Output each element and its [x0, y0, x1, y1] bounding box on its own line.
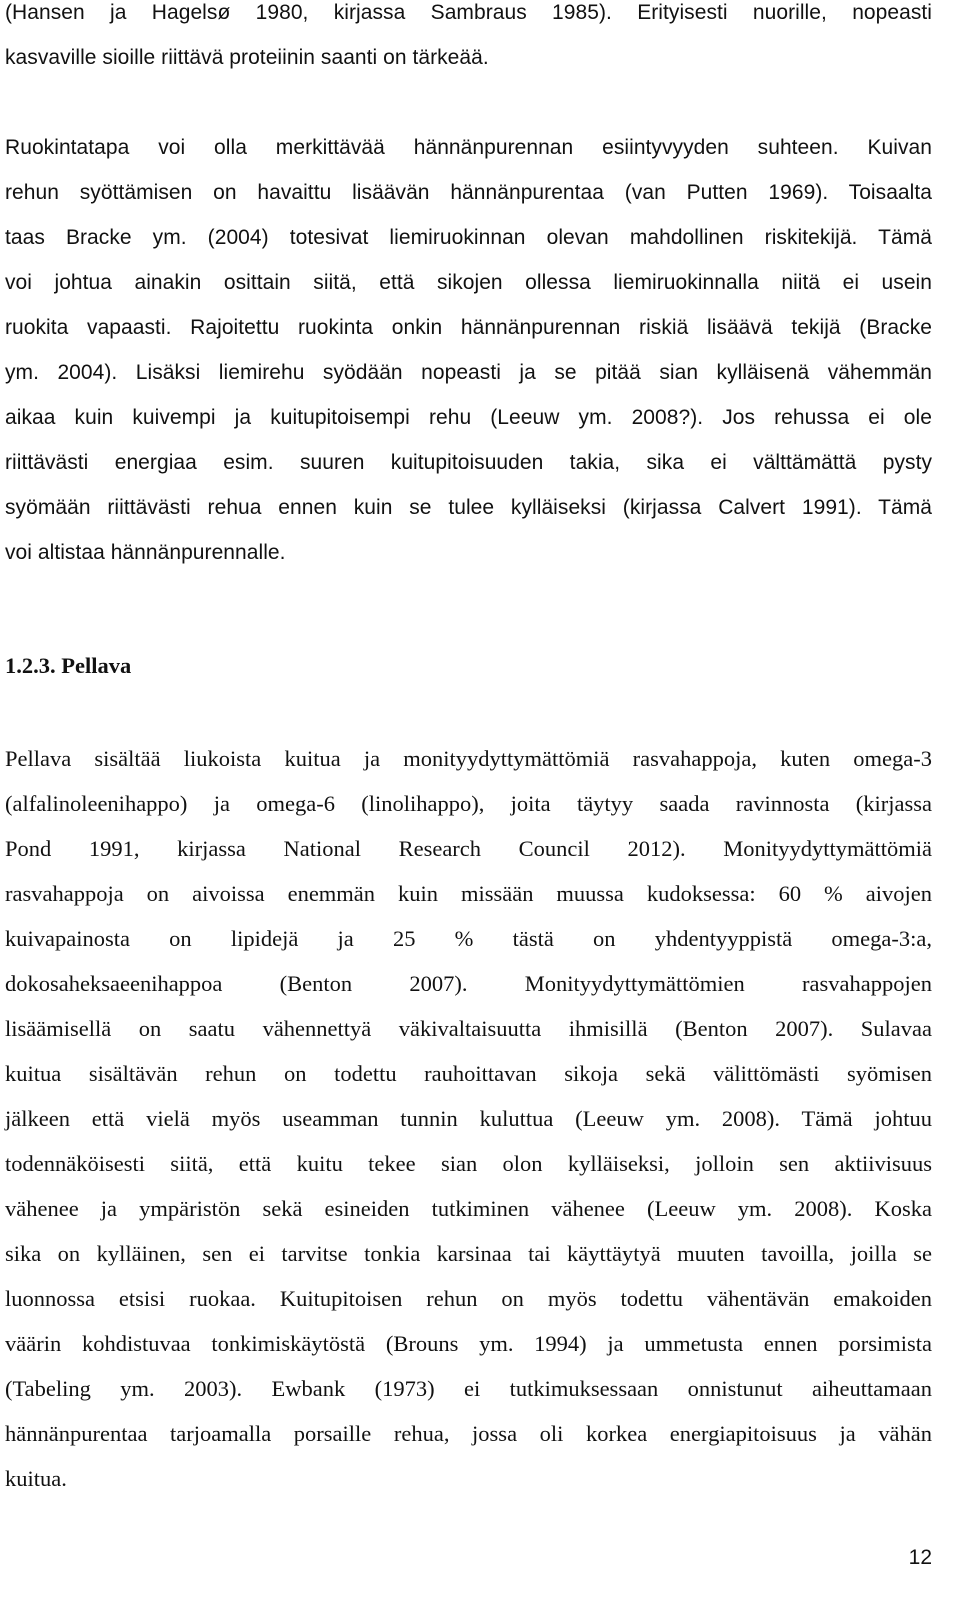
text-line: kasvaville sioille riittävä proteiinin saanti on tärkeää. — [5, 46, 489, 69]
text-line: lisäämisellä on saatu vähennettyä väkivaltaisuutta ihmisillä (Benton 2007). Sulavaa — [5, 1016, 932, 1041]
text-line: kuitua sisältävän rehun on todettu rauhoittavan sikoja sekä välittömästi syömisen — [5, 1061, 932, 1086]
text-line: kuitua. — [5, 1466, 67, 1491]
text-line: ruokita vapaasti. Rajoitettu ruokinta onkin hännänpurennan riskiä lisäävä tekijä (Bracke — [5, 316, 932, 339]
text-line: rehun syöttämisen on havaittu lisäävän hännänpurentaa (van Putten 1969). Toisaalta — [5, 181, 932, 204]
text-line: jälkeen että vielä myös useamman tunnin kuluttua (Leeuw ym. 2008). Tämä johtuu — [5, 1106, 932, 1131]
text-line: kuivapainosta on lipidejä ja 25 % tästä on yhdentyyppistä omega-3:a, — [5, 926, 932, 951]
text-line: luonnossa etsisi ruokaa. Kuitupitoisen rehun on myös todettu vähentävän emakoiden — [5, 1286, 932, 1311]
text-line: voi altistaa hännänpurennalle. — [5, 541, 286, 564]
text-line: Ruokintatapa voi olla merkittävää hännänpurennan esiintyvyyden suhteen. Kuivan — [5, 136, 932, 159]
paragraph-feed-protein — [5, 0, 932, 80]
text-line: (alfalinoleenihappo) ja omega-6 (linolihappo), joita täytyy saada ravinnosta (kirjassa — [5, 791, 932, 816]
text-line: voi johtua ainakin osittain siitä, että sikojen ollessa liemiruokinnalla niitä ei usein — [5, 271, 932, 294]
page-number: 12 — [908, 1546, 932, 1569]
text-line: todennäköisesti siitä, että kuitu tekee sian olon kylläiseksi, jolloin sen aktiivisuus — [5, 1151, 932, 1176]
text-line: ym. 2004). Lisäksi liemirehu syödään nopeasti ja se pitää sian kylläisenä vähemmän — [5, 361, 932, 384]
text-line: väärin kohdistuvaa tonkimiskäytöstä (Brouns ym. 1994) ja ummetusta ennen porsimista — [5, 1331, 932, 1356]
text-line: riittävästi energiaa esim. suuren kuitupitoisuuden takia, sika ei välttämättä pysty — [5, 451, 932, 474]
text-line: syömään riittävästi rehua ennen kuin se tulee kylläiseksi (kirjassa Calvert 1991). Tämä — [5, 496, 932, 519]
text-line: rasvahappoja on aivoissa enemmän kuin missään muussa kudoksessa: 60 % aivojen — [5, 881, 932, 906]
text-line: (Tabeling ym. 2003). Ewbank (1973) ei tutkimuksessaan onnistunut aiheuttamaan — [5, 1376, 932, 1401]
text-line: aikaa kuin kuivempi ja kuitupitoisempi rehu (Leeuw ym. 2008?). Jos rehussa ei ole — [5, 406, 932, 429]
text-line: vähenee ja ympäristön sekä esineiden tutkiminen vähenee (Leeuw ym. 2008). Koska — [5, 1196, 932, 1221]
text-line: sika on kylläinen, sen ei tarvitse tonkia karsinaa tai käyttäytyä muuten tavoilla, joilla se — [5, 1241, 932, 1266]
text-line: Pond 1991, kirjassa National Research Council 2012). Monityydyttymättömiä — [5, 836, 932, 861]
paragraph-flax — [5, 736, 932, 1501]
paragraph-feeding-method — [5, 125, 932, 575]
text-line: dokosaheksaeenihappoa (Benton 2007). Monityydyttymättömien rasvahappojen — [5, 971, 932, 996]
text-line: Pellava sisältää liukoista kuitua ja monityydyttymättömiä rasvahappoja, kuten omega-3 — [5, 746, 932, 771]
text-line: hännänpurentaa tarjoamalla porsaille rehua, jossa oli korkea energiapitoisuus ja vähän — [5, 1421, 932, 1446]
section-heading: 1.2.3. Pellava — [5, 653, 132, 678]
text-line: taas Bracke ym. (2004) totesivat liemiruokinnan olevan mahdollinen riskitekijä. Tämä — [5, 226, 932, 249]
text-line: (Hansen ja Hagelsø 1980, kirjassa Sambraus 1985). Erityisesti nuorille, nopeasti — [5, 1, 932, 24]
